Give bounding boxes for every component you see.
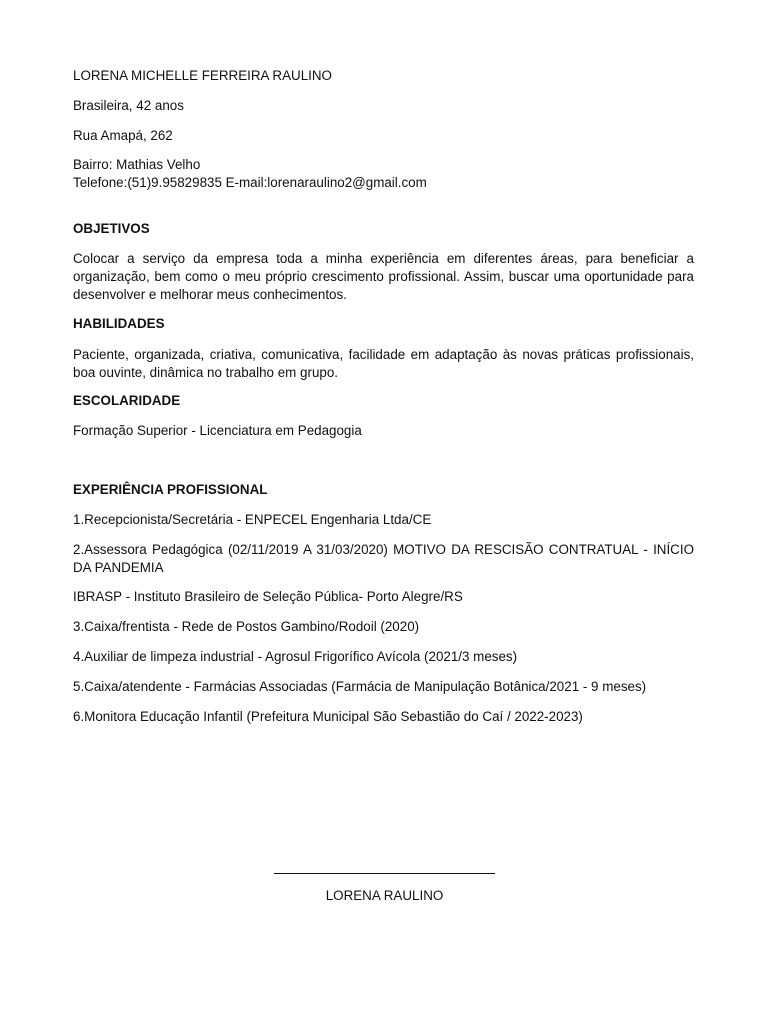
escolaridade-heading: ESCOLARIDADE xyxy=(73,393,181,408)
nationality-age: Brasileira, 42 anos xyxy=(73,98,184,113)
district: Bairro: Mathias Velho xyxy=(73,157,201,172)
habilidades-heading: HABILIDADES xyxy=(73,316,165,331)
experience-item: 5.Caixa/atendente - Farmácias Associadas (Farmácia de Manipulação Botânica/2021 - 9 meses) xyxy=(73,679,647,694)
candidate-name: LORENA MICHELLE FERREIRA RAULINO xyxy=(73,68,332,83)
experience-item: 3.Caixa/frentista - Rede de Postos Gambino/Rodoil (2020) xyxy=(73,619,420,634)
address: Rua Amapá, 262 xyxy=(73,128,173,143)
objetivos-heading: OBJETIVOS xyxy=(73,221,150,236)
signature-name: LORENA RAULINO xyxy=(325,888,444,903)
experience-item: 2.Assessora Pedagógica (02/11/2019 A 31/03/2020) MOTIVO DA RESCISÃO CONTRATUAL - INÍCIO DA PANDEMIA xyxy=(73,542,694,575)
experience-item: IBRASP - Instituto Brasileiro de Seleção Pública- Porto Alegre/RS xyxy=(73,589,463,604)
experiencia-heading: EXPERIÊNCIA PROFISSIONAL xyxy=(73,482,268,497)
signature-line xyxy=(274,873,495,874)
escolaridade-text: Formação Superior - Licenciatura em Pedagogia xyxy=(73,423,362,438)
habilidades-text: Paciente, organizada, criativa, comunicativa, facilidade em adaptação às novas práticas profissionais, boa ouvinte, dinâmica no trabalho em grupo. xyxy=(73,347,694,380)
experience-item: 4.Auxiliar de limpeza industrial - Agrosul Frigorífico Avícola (2021/3 meses) xyxy=(73,649,518,664)
experience-item: 6.Monitora Educação Infantil (Prefeitura Municipal São Sebastião do Caí / 2022-2023) xyxy=(73,709,583,724)
contact-info: Telefone:(51)9.95829835 E-mail:lorenaraulino2@gmail.com xyxy=(73,175,427,190)
experience-item: 1.Recepcionista/Secretária - ENPECEL Engenharia Ltda/CE xyxy=(73,512,432,527)
objetivos-text: Colocar a serviço da empresa toda a minha experiência em diferentes áreas, para beneficiar a organização, bem como o meu próprio crescimento profissional. Assim, buscar uma oportunidade para desenvolver e melhorar meus conhecimentos. xyxy=(73,251,694,302)
